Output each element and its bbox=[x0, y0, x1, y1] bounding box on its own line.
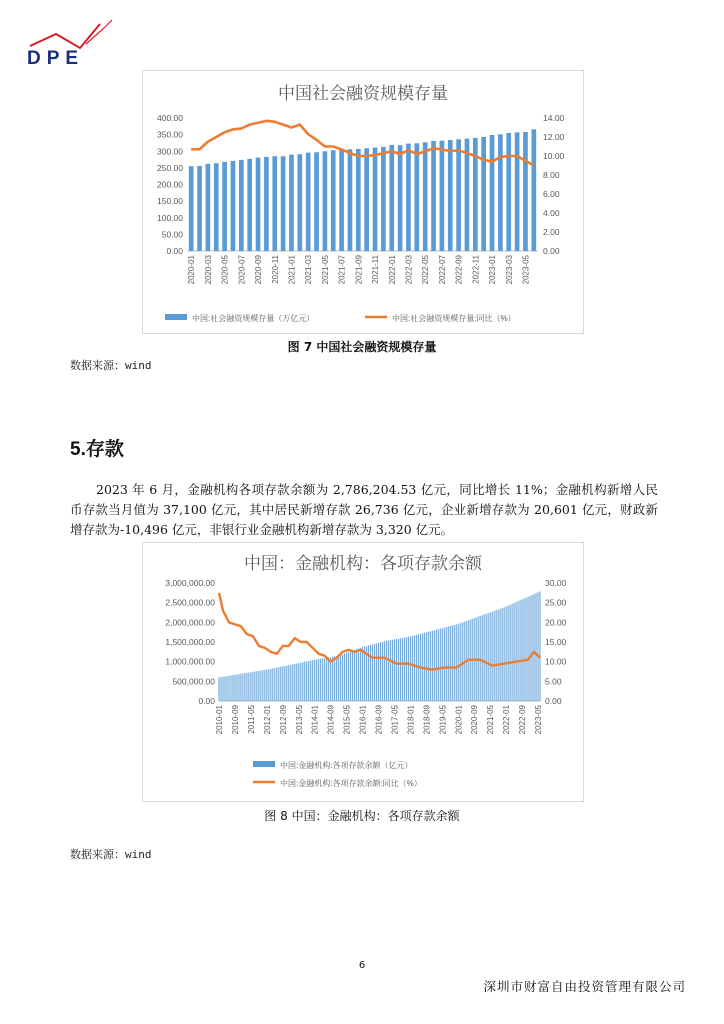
chart-bar bbox=[498, 134, 503, 251]
chart-bar bbox=[310, 661, 311, 701]
chart-bar bbox=[484, 615, 485, 701]
y-left-tick-label: 350.00 bbox=[157, 129, 183, 140]
chart-bar bbox=[240, 674, 241, 701]
chart-bar bbox=[434, 630, 435, 701]
chart-bar bbox=[537, 592, 538, 701]
section-title: 5.存款 bbox=[70, 439, 124, 460]
chart-bar bbox=[423, 142, 428, 251]
chart-bar bbox=[506, 607, 507, 701]
x-tick-label: 2019-05 bbox=[438, 705, 448, 735]
chart-bar bbox=[239, 160, 244, 251]
chart-bar bbox=[354, 650, 355, 701]
chart-plot bbox=[143, 543, 583, 801]
chart-bar bbox=[262, 670, 263, 701]
chart-bar bbox=[246, 673, 247, 701]
chart-bar bbox=[446, 627, 447, 701]
chart-bar bbox=[232, 675, 233, 701]
chart-bar bbox=[480, 616, 481, 701]
x-tick-label: 2022-01 bbox=[502, 705, 512, 735]
y-left-tick-label: 0.00 bbox=[166, 246, 183, 256]
chart-bar bbox=[450, 626, 451, 701]
chart-bar bbox=[338, 656, 339, 701]
chart-bar bbox=[328, 657, 329, 701]
chart-bar bbox=[444, 628, 445, 701]
legend-label: 中国:金融机构:各项存款余额:同比（%） bbox=[280, 779, 422, 788]
chart-plot bbox=[143, 71, 583, 333]
x-tick-label: 2012-09 bbox=[278, 705, 288, 735]
y-left-tick-label: 2,500,000.00 bbox=[165, 597, 215, 608]
chart-bar bbox=[389, 145, 394, 251]
x-tick-label: 2020-09 bbox=[470, 705, 480, 735]
chart-bar bbox=[490, 612, 491, 701]
chart-bar bbox=[381, 147, 386, 251]
y-left-tick-label: 3,000,000.00 bbox=[165, 578, 215, 588]
chart-bar bbox=[256, 158, 261, 251]
x-tick-label: 2014-01 bbox=[310, 705, 320, 735]
x-tick-label: 2022-11 bbox=[471, 255, 481, 284]
chart-bar bbox=[492, 612, 493, 701]
chart-bar bbox=[334, 656, 335, 701]
x-tick-label: 2022-05 bbox=[421, 255, 431, 285]
y-left-tick-label: 1,500,000.00 bbox=[165, 637, 215, 647]
chart-bar bbox=[396, 639, 397, 701]
chart-bar bbox=[494, 611, 495, 701]
chart-bar bbox=[342, 654, 343, 701]
x-tick-label: 2023-05 bbox=[534, 705, 544, 735]
chart-bar bbox=[322, 658, 323, 701]
chart-bar bbox=[454, 625, 455, 701]
chart-bar bbox=[440, 141, 445, 251]
chart-bar bbox=[490, 135, 495, 251]
chart-bar bbox=[264, 157, 269, 251]
chart-bar bbox=[297, 154, 302, 251]
y-left-tick-label: 1,000,000.00 bbox=[165, 656, 215, 667]
x-tick-label: 2015-05 bbox=[342, 705, 352, 735]
chart-social-financing bbox=[142, 70, 584, 334]
chart-bar bbox=[294, 664, 295, 701]
chart-bar bbox=[486, 614, 487, 701]
chart-bar bbox=[256, 671, 257, 701]
x-tick-label: 2020-09 bbox=[254, 255, 264, 285]
chart-bar bbox=[314, 660, 315, 701]
x-tick-label: 2021-09 bbox=[354, 255, 364, 285]
x-tick-label: 2010-09 bbox=[230, 705, 240, 735]
chart-bar bbox=[482, 615, 483, 701]
chart-bar bbox=[250, 672, 251, 701]
chart-bar bbox=[298, 663, 299, 701]
chart-bar bbox=[376, 643, 377, 701]
chart-bar bbox=[197, 166, 202, 251]
chart-bar bbox=[388, 640, 389, 701]
x-tick-label: 2022-09 bbox=[518, 705, 528, 735]
chart-bar bbox=[280, 667, 281, 701]
chart-bar bbox=[260, 671, 261, 701]
y-left-tick-label: 100.00 bbox=[157, 212, 183, 223]
chart-bar bbox=[406, 637, 407, 701]
chart-bar bbox=[281, 156, 286, 251]
x-tick-label: 2016-01 bbox=[358, 705, 368, 735]
chart-bar bbox=[324, 658, 325, 701]
chart-bar bbox=[247, 159, 252, 251]
y-left-tick-label: 0.00 bbox=[198, 696, 215, 706]
x-tick-label: 2010-01 bbox=[215, 705, 224, 735]
chart-bar bbox=[206, 164, 211, 251]
chart-bar bbox=[336, 656, 337, 701]
chart-bar bbox=[286, 666, 287, 701]
y-left-tick-label: 250.00 bbox=[157, 162, 183, 173]
paragraph-text: 2023 年 6 月，金融机构各项存款余额为 2,786,204.53 亿元，同比增长 11%；金融机构新增人民币存款当月值为 37,100 亿元，其中居民新增存款 26,736 亿元，企业新增存款为 20,601 亿元，财政新增存款为-10,496 亿元，非银行业金融机构新增存款为 3,320 亿元。 bbox=[70, 482, 658, 537]
y-right-tick-label: 12.00 bbox=[543, 132, 565, 142]
y-left-tick-label: 50.00 bbox=[161, 229, 183, 240]
chart-bar bbox=[258, 671, 259, 701]
chart-bar bbox=[412, 636, 413, 701]
chart-bar bbox=[244, 673, 245, 701]
chart-bar bbox=[296, 664, 297, 701]
chart-bar bbox=[350, 651, 351, 701]
chart-bar bbox=[304, 662, 305, 701]
chart-bar bbox=[513, 603, 514, 701]
logo-swoosh-2 bbox=[86, 20, 112, 44]
chart-bar bbox=[266, 670, 267, 701]
body-paragraph bbox=[70, 480, 658, 540]
chart-bar bbox=[448, 627, 449, 701]
chart-bar bbox=[234, 675, 235, 701]
chart-bar bbox=[331, 150, 336, 251]
logo-swoosh bbox=[30, 24, 100, 48]
x-tick-label: 2020-01 bbox=[454, 705, 464, 735]
chart-bar bbox=[521, 599, 522, 701]
y-right-tick-label: 5.00 bbox=[545, 676, 562, 687]
chart-bar bbox=[488, 613, 489, 701]
chart-bar bbox=[400, 638, 401, 701]
chart-bar bbox=[364, 148, 369, 251]
chart-bar bbox=[362, 647, 363, 701]
chart-bar bbox=[356, 649, 357, 701]
chart-bar bbox=[282, 666, 283, 701]
chart-bar bbox=[272, 156, 277, 251]
chart-bar bbox=[456, 624, 457, 701]
chart-bar bbox=[458, 624, 459, 701]
x-tick-label: 2021-01 bbox=[287, 255, 297, 285]
figure-caption: 图 7 中国社会融资规模存量 bbox=[287, 340, 437, 354]
chart-bar bbox=[254, 672, 255, 702]
chart-bar bbox=[348, 652, 349, 701]
chart-bar bbox=[228, 676, 229, 701]
x-tick-label: 2021-11 bbox=[371, 254, 381, 284]
chart-bar bbox=[382, 642, 383, 701]
x-tick-label: 2020-01 bbox=[187, 255, 197, 285]
y-right-tick-label: 0.00 bbox=[543, 246, 560, 256]
chart-bar bbox=[390, 640, 391, 701]
chart-bar bbox=[431, 141, 436, 251]
chart-bar bbox=[308, 661, 309, 701]
chart-title: 中国：金融机构：各项存款余额 bbox=[244, 554, 482, 574]
chart-bar bbox=[515, 132, 520, 251]
chart-bar bbox=[531, 129, 536, 251]
chart-bar bbox=[330, 657, 331, 701]
chart-bar bbox=[529, 596, 530, 701]
chart-bar bbox=[274, 668, 275, 701]
chart-bar bbox=[398, 639, 399, 701]
chart-bar bbox=[356, 149, 361, 251]
chart-bar bbox=[504, 607, 505, 701]
chart-bar bbox=[348, 149, 353, 251]
x-tick-label: 2020-11 bbox=[270, 255, 280, 284]
x-tick-label: 2023-03 bbox=[504, 255, 514, 285]
data-source: 数据来源：wind bbox=[70, 359, 152, 372]
y-right-tick-label: 6.00 bbox=[543, 189, 560, 199]
x-tick-label: 2022-09 bbox=[454, 255, 464, 285]
chart-bar bbox=[306, 661, 307, 701]
chart-bar bbox=[442, 628, 443, 701]
chart-bar bbox=[384, 641, 385, 701]
chart-bar bbox=[525, 598, 526, 701]
chart-bar bbox=[523, 132, 528, 251]
chart-bar bbox=[380, 642, 381, 701]
chart-bar bbox=[460, 623, 461, 701]
x-tick-label: 2020-05 bbox=[220, 255, 230, 285]
chart-bar bbox=[424, 633, 425, 701]
chart-bar bbox=[438, 629, 439, 701]
chart-bar bbox=[292, 664, 293, 701]
chart-bar bbox=[264, 670, 265, 701]
chart-bar bbox=[189, 166, 194, 251]
chart-bar bbox=[432, 631, 433, 701]
chart-bar bbox=[230, 675, 231, 701]
chart-bar bbox=[339, 150, 344, 251]
chart-bar bbox=[340, 655, 341, 701]
chart-bar bbox=[509, 605, 510, 701]
chart-bar bbox=[226, 676, 227, 701]
chart-bar bbox=[436, 630, 437, 701]
chart-bar bbox=[416, 635, 417, 701]
x-tick-label: 2021-05 bbox=[486, 705, 496, 735]
chart-bar bbox=[278, 667, 279, 701]
chart-bar bbox=[218, 677, 219, 701]
chart-bar bbox=[392, 640, 393, 701]
chart-bar bbox=[386, 641, 387, 701]
x-tick-label: 2018-09 bbox=[422, 705, 432, 735]
chart-bar bbox=[527, 597, 528, 701]
chart-bar bbox=[462, 622, 463, 701]
chart-bar bbox=[502, 608, 503, 701]
x-tick-label: 2021-07 bbox=[337, 255, 347, 285]
chart-bar bbox=[539, 591, 540, 701]
x-tick-label: 2023-01 bbox=[488, 255, 498, 285]
x-tick-label: 2020-03 bbox=[203, 255, 213, 285]
chart-bar bbox=[323, 151, 328, 251]
chart-bar bbox=[326, 658, 327, 701]
x-tick-label: 2021-05 bbox=[320, 255, 330, 285]
y-right-tick-label: 4.00 bbox=[543, 208, 560, 218]
chart-bar bbox=[224, 676, 225, 701]
chart-deposit-balance bbox=[142, 542, 584, 802]
y-right-tick-label: 14.00 bbox=[543, 113, 565, 123]
x-tick-label: 2017-05 bbox=[390, 705, 400, 735]
chart-bar bbox=[314, 152, 319, 251]
logo-text: DPE bbox=[27, 48, 85, 69]
chart-bar bbox=[426, 632, 427, 701]
footer-company-name: 深圳市财富自由投资管理有限公司 bbox=[483, 979, 686, 994]
y-left-tick-label: 150.00 bbox=[157, 196, 183, 207]
chart-bar bbox=[500, 609, 501, 701]
chart-title: 中国社会融资规模存量 bbox=[278, 84, 448, 104]
legend-swatch-bar bbox=[253, 761, 275, 767]
chart-bar bbox=[214, 163, 219, 251]
chart-bar bbox=[332, 657, 333, 701]
chart-bar bbox=[523, 599, 524, 701]
y-right-tick-label: 15.00 bbox=[545, 637, 567, 647]
chart-bar bbox=[236, 674, 237, 701]
chart-bar bbox=[268, 669, 269, 701]
chart-bar bbox=[414, 143, 419, 251]
chart-bar bbox=[508, 606, 509, 701]
y-left-tick-label: 500,000.00 bbox=[172, 676, 215, 687]
y-left-tick-label: 2,000,000.00 bbox=[165, 617, 215, 628]
chart-bar bbox=[238, 674, 239, 701]
chart-bar bbox=[312, 660, 313, 701]
x-tick-label: 2022-07 bbox=[437, 255, 447, 285]
chart-bar bbox=[290, 665, 291, 701]
legend-label: 中国:金融机构:各项存款余额（亿元） bbox=[280, 761, 413, 770]
chart-bar bbox=[352, 651, 353, 701]
chart-bar bbox=[452, 625, 453, 701]
chart-bar bbox=[496, 610, 497, 701]
chart-bar bbox=[346, 653, 347, 701]
chart-bar bbox=[517, 601, 518, 701]
y-right-tick-label: 10.00 bbox=[545, 656, 567, 667]
x-tick-label: 2012-01 bbox=[262, 705, 272, 735]
figure-caption: 图 8 中国：金融机构：各项存款余额 bbox=[264, 809, 460, 823]
chart-bar bbox=[498, 609, 499, 701]
legend-label: 中国:社会融资规模存量:同比（%） bbox=[392, 314, 516, 323]
chart-bar bbox=[344, 654, 345, 701]
page-number: 6 bbox=[358, 960, 366, 971]
chart-bar bbox=[252, 672, 253, 701]
x-tick-label: 2021-03 bbox=[304, 255, 314, 285]
chart-bar bbox=[222, 677, 223, 701]
chart-bar bbox=[378, 643, 379, 701]
chart-bar bbox=[410, 636, 411, 701]
chart-bar bbox=[318, 659, 319, 701]
y-right-tick-label: 8.00 bbox=[543, 170, 560, 180]
y-left-tick-label: 400.00 bbox=[157, 113, 183, 123]
chart-bar bbox=[374, 644, 375, 701]
chart-bar bbox=[394, 639, 395, 701]
legend-label: 中国:社会融资规模存量（万亿元） bbox=[192, 314, 315, 323]
y-right-tick-label: 2.00 bbox=[543, 227, 560, 237]
chart-bar bbox=[531, 595, 532, 701]
chart-bar bbox=[270, 669, 271, 701]
chart-bar bbox=[372, 644, 373, 701]
chart-bar bbox=[276, 668, 277, 701]
chart-bar bbox=[231, 161, 236, 251]
chart-bar bbox=[465, 139, 470, 251]
chart-bar bbox=[519, 600, 520, 701]
x-tick-label: 2018-01 bbox=[406, 705, 416, 735]
x-tick-label: 2020-07 bbox=[237, 255, 247, 285]
chart-bar bbox=[511, 604, 512, 701]
x-tick-label: 2023-05 bbox=[521, 255, 531, 285]
chart-bar bbox=[364, 647, 365, 701]
y-left-tick-label: 200.00 bbox=[157, 179, 183, 190]
chart-bar bbox=[414, 635, 415, 701]
x-tick-label: 2013-05 bbox=[294, 705, 304, 735]
chart-bar bbox=[370, 645, 371, 701]
chart-bar bbox=[284, 666, 285, 701]
y-right-tick-label: 10.00 bbox=[543, 151, 565, 161]
chart-bar bbox=[248, 672, 249, 701]
chart-bar bbox=[272, 668, 273, 701]
y-right-tick-label: 25.00 bbox=[545, 597, 567, 608]
chart-bar bbox=[506, 133, 511, 251]
chart-bar bbox=[428, 632, 429, 701]
chart-bar bbox=[430, 631, 431, 701]
chart-bar bbox=[220, 677, 221, 701]
chart-bar bbox=[404, 638, 405, 701]
chart-bar bbox=[320, 659, 321, 701]
y-left-tick-label: 300.00 bbox=[157, 146, 183, 157]
chart-bar bbox=[402, 638, 403, 701]
y-right-tick-label: 0.00 bbox=[545, 696, 562, 706]
chart-bar bbox=[406, 144, 411, 251]
chart-bar bbox=[306, 153, 311, 251]
x-tick-label: 2022-01 bbox=[387, 255, 397, 285]
chart-bar bbox=[300, 663, 301, 701]
y-right-tick-label: 30.00 bbox=[545, 578, 567, 588]
chart-bar bbox=[302, 662, 303, 701]
chart-bar bbox=[440, 629, 441, 701]
chart-bar bbox=[456, 139, 461, 251]
x-tick-label: 2016-09 bbox=[374, 705, 384, 735]
x-tick-label: 2022-03 bbox=[404, 255, 414, 285]
x-tick-label: 2014-09 bbox=[326, 705, 336, 735]
chart-bar bbox=[222, 162, 227, 251]
y-right-tick-label: 20.00 bbox=[545, 617, 567, 628]
chart-bar bbox=[448, 140, 453, 251]
chart-bar bbox=[288, 665, 289, 701]
chart-bar bbox=[373, 148, 378, 251]
legend-swatch-bar bbox=[165, 314, 187, 320]
chart-bar bbox=[535, 593, 536, 701]
chart-bar bbox=[533, 594, 534, 701]
chart-bar bbox=[408, 637, 409, 701]
chart-bar bbox=[358, 649, 359, 701]
chart-bar bbox=[515, 602, 516, 701]
chart-bar bbox=[289, 155, 294, 251]
chart-bar bbox=[481, 137, 486, 251]
x-tick-label: 2011-05 bbox=[246, 705, 256, 734]
chart-bar bbox=[398, 145, 403, 251]
chart-bar bbox=[316, 659, 317, 701]
chart-bar bbox=[360, 648, 361, 701]
chart-bar bbox=[242, 673, 243, 701]
data-source: 数据来源：wind bbox=[70, 848, 152, 861]
